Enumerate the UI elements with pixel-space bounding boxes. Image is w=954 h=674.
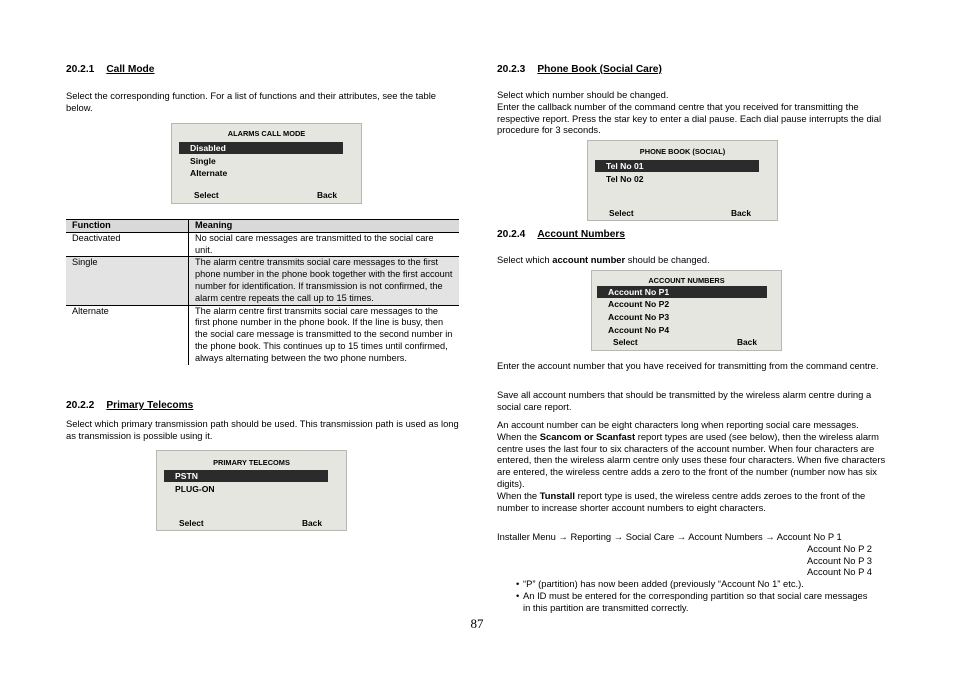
lcd-title: PRIMARY TELECOMS	[213, 458, 290, 467]
lcd-title: ALARMS CALL MODE	[227, 129, 306, 138]
table-cell-function: Single	[66, 257, 189, 305]
heading-account-numbers	[497, 229, 625, 241]
lcd-item-pstn[interactable]: PSTN	[164, 470, 328, 482]
section-number: 20.2.2	[66, 400, 95, 411]
account-numbers-intro	[497, 254, 889, 266]
text: report type is used, the wireless centre adds zeroes to the front of the number to increase shorter account numbers to eight characters.	[497, 489, 866, 513]
function-meaning-table	[66, 219, 459, 365]
lcd-alarms-call-mode	[171, 123, 362, 204]
list-item	[516, 590, 876, 614]
heading-call-mode	[66, 64, 154, 76]
menu-path-line: Account No P 2	[807, 542, 872, 554]
section-title: Primary Telecoms	[106, 400, 194, 411]
menu-path-line: Installer Menu → Reporting → Social Care → Account Numbers → Account No P 1	[497, 531, 842, 542]
scancom-paragraph	[497, 431, 891, 490]
lcd-title: ACCOUNT NUMBERS	[648, 276, 725, 285]
text-bold: account number	[552, 254, 626, 265]
table-cell-meaning: No social care messages are transmitted to the social care unit.	[189, 232, 460, 257]
table-row	[66, 257, 459, 305]
lcd-select-softkey[interactable]: Select	[609, 208, 634, 218]
text-bold: Scancom or Scanfast	[539, 430, 636, 442]
table-header-function: Function	[66, 220, 189, 233]
lcd-item-account-p4[interactable]: Account No P4	[608, 325, 670, 335]
section-title: Account Numbers	[537, 229, 626, 240]
lcd-item-single[interactable]: Single	[190, 156, 216, 166]
account-para-2: Save all account numbers that should be transmitted by the wireless alarm centre during a social care report.	[497, 389, 872, 412]
lcd-back-softkey[interactable]: Back	[736, 337, 757, 347]
notes-list	[516, 578, 876, 613]
menu-path-line: Account No P 3	[807, 554, 872, 566]
text: When the	[497, 430, 540, 442]
bullet-text: “P” (partition) has now been added (previously “Account No 1” etc.).	[523, 578, 804, 589]
section-number: 20.2.4	[497, 229, 526, 240]
lcd-item-tel-01[interactable]: Tel No 01	[595, 160, 759, 172]
section-number: 20.2.1	[66, 64, 95, 75]
heading-phone-book	[497, 64, 662, 76]
lcd-item-account-p3[interactable]: Account No P3	[608, 312, 670, 322]
table-cell-meaning: The alarm centre first transmits social care messages to the first phone number in the phone book. If the line is busy, then the social care message is transmitted to the second number in the phone book. This continues up to 15 times until confirmed, always alternating between the two phone numbers.	[195, 305, 453, 363]
phone-book-intro: Select which number should be changed. Enter the callback number of the command centre that you received for transmitting the respective report. Press the star key to enter a dial pause. Each dial pause interrupts the dial procedure for 3 seconds.	[497, 89, 882, 136]
text: report types are used (see below), then the wireless alarm centre uses the last four to six characters of the account number. When four characters are entered, then the wireless alarm centre only uses these four characters. When five characters are entered, the wireless centre adds a zero to the front of the number (number now has six digits).	[497, 430, 886, 489]
menu-path-line: Account No P 4	[807, 566, 872, 578]
lcd-back-softkey[interactable]: Back	[316, 190, 337, 200]
text: An account number can be eight characters long when reporting social care messages.	[497, 419, 859, 430]
account-para-3	[497, 419, 891, 513]
lcd-select-softkey[interactable]: Select	[194, 190, 219, 200]
account-para-1: Enter the account number that you have received for transmitting from the command centre.	[497, 360, 879, 371]
table-cell-function: Alternate	[66, 305, 189, 364]
bullet-icon: •	[516, 578, 520, 589]
section-title: Phone Book (Social Care)	[537, 64, 662, 75]
menu-path	[497, 531, 872, 578]
table-cell-meaning: The alarm centre transmits social care messages to the first phone number in the phone book together with the first account number for identification. If transmission is not confirmed, the alarm centre repeats the call up to 15 times.	[189, 257, 460, 305]
lcd-phone-book-social	[587, 140, 778, 221]
section-title: Call Mode	[106, 64, 155, 75]
lcd-item-alternate[interactable]: Alternate	[190, 168, 228, 178]
table-header-row	[66, 220, 459, 233]
lcd-primary-telecoms	[156, 450, 347, 531]
lcd-item-tel-02[interactable]: Tel No 02	[606, 174, 644, 184]
lcd-account-numbers	[591, 270, 782, 351]
lcd-select-softkey[interactable]: Select	[613, 337, 638, 347]
section-number: 20.2.3	[497, 64, 526, 75]
lcd-item-account-p1[interactable]: Account No P1	[597, 286, 767, 298]
table-row	[66, 305, 459, 364]
table-header-meaning: Meaning	[189, 220, 460, 233]
call-mode-intro: Select the corresponding function. For a list of functions and their attributes, see the table below.	[66, 90, 437, 113]
table-row	[66, 232, 459, 257]
list-item	[516, 578, 876, 590]
bullet-text: An ID must be entered for the corresponding partition so that social care messages in this partition are transmitted correctly.	[523, 589, 868, 613]
lcd-back-softkey[interactable]: Back	[301, 518, 322, 528]
text: When the	[497, 489, 540, 501]
lcd-item-disabled[interactable]: Disabled	[179, 142, 343, 154]
lcd-title: PHONE BOOK (SOCIAL)	[639, 147, 726, 156]
text: should be changed.	[625, 254, 710, 265]
text-bold: Tunstall	[539, 489, 575, 501]
page-number: 87	[470, 616, 484, 631]
lcd-item-plug-on[interactable]: PLUG-ON	[175, 484, 215, 494]
primary-telecoms-intro: Select which primary transmission path should be used. This transmission path is used as long as transmission is possible using it.	[66, 418, 459, 441]
text: Select which	[497, 254, 553, 265]
table-cell-function: Deactivated	[66, 232, 189, 257]
bullet-icon: •	[516, 589, 520, 601]
tunstall-paragraph	[497, 490, 891, 514]
lcd-select-softkey[interactable]: Select	[179, 518, 204, 528]
lcd-item-account-p2[interactable]: Account No P2	[608, 299, 670, 309]
heading-primary-telecoms	[66, 400, 193, 412]
lcd-back-softkey[interactable]: Back	[730, 208, 751, 218]
